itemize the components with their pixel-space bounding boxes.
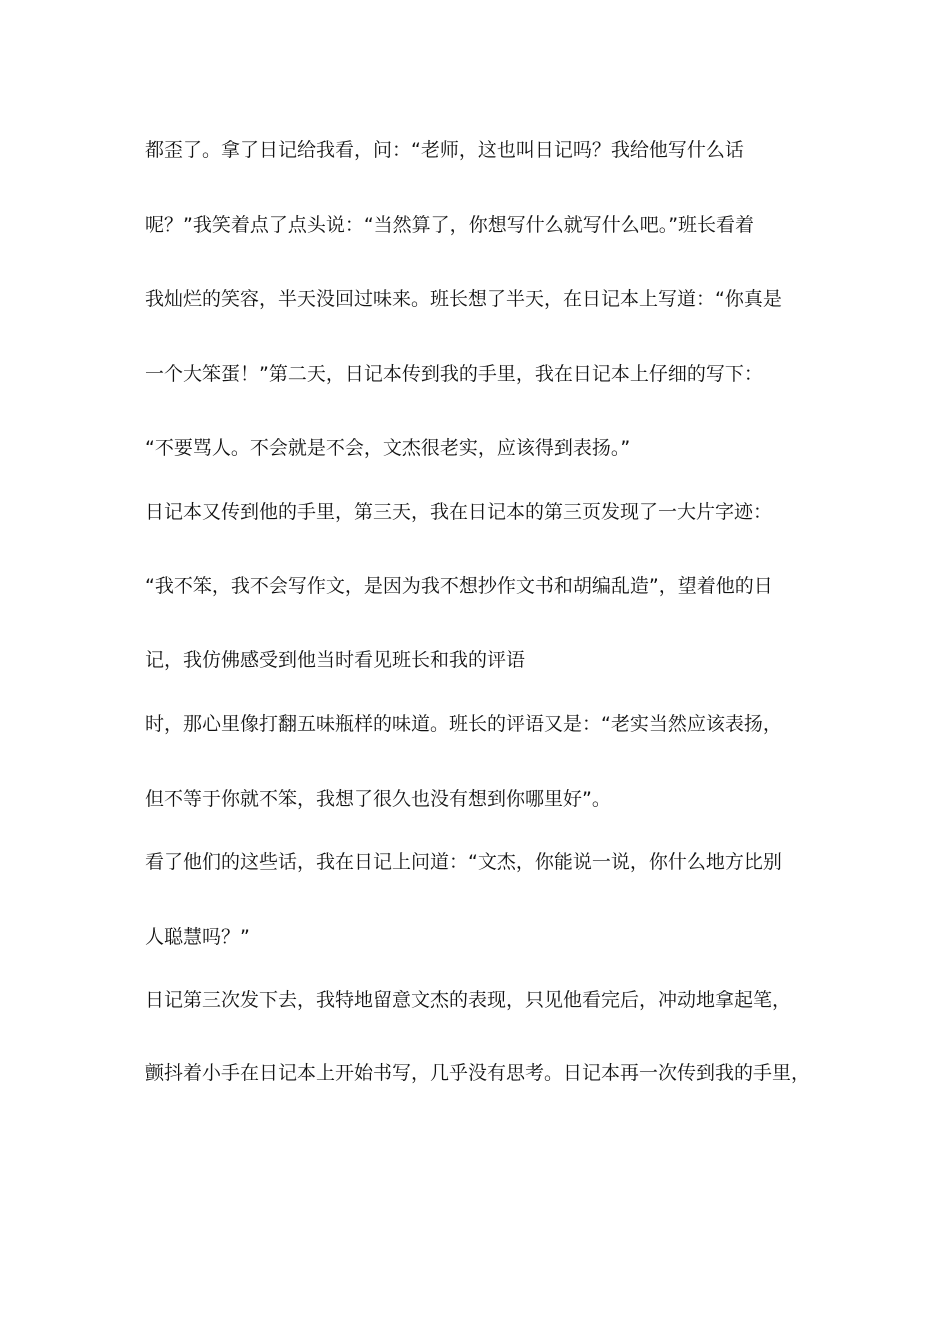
text-line: 时，那心里像打翻五味瓶样的味道。班长的评语又是：“老实当然应该表扬， (145, 713, 782, 735)
text-line: 看了他们的这些话，我在日记上问道：“文杰，你能说一说，你什么地方比别 (145, 851, 782, 873)
text-line: 呢？”我笑着点了点头说：“当然算了，你想写什么就写什么吧。”班长看着 (145, 214, 755, 236)
text-line: 人聪慧吗？” (145, 926, 250, 948)
text-line: 我灿烂的笑容，半天没回过味来。班长想了半天，在日记本上写道：“你真是 (145, 288, 782, 310)
text-line: “我不笨，我不会写作文，是因为我不想抄作文书和胡编乱造”，望着他的日 (145, 575, 773, 597)
text-line: 但不等于你就不笨，我想了很久也没有想到你哪里好”。 (145, 788, 611, 810)
text-line: 日记第三次发下去，我特地留意文杰的表现，只见他看完后，冲动地拿起笔， (145, 989, 792, 1011)
text-line: 日记本又传到他的手里，第三天，我在日记本的第三页发现了一大片字迹： (145, 501, 773, 523)
text-line: 一个大笨蛋！”第二天，日记本传到我的手里，我在日记本上仔细的写下： (145, 363, 763, 385)
text-line: 都歪了。拿了日记给我看，问：“老师，这也叫日记吗？我给他写什么话 (145, 139, 744, 161)
text-line: 记，我仿佛感受到他当时看见班长和我的评语 (145, 649, 526, 671)
text-line: “不要骂人。不会就是不会，文杰很老实，应该得到表扬。” (145, 437, 631, 459)
text-line: 颤抖着小手在日记本上开始书写，几乎没有思考。日记本再一次传到我的手里， (145, 1062, 811, 1084)
